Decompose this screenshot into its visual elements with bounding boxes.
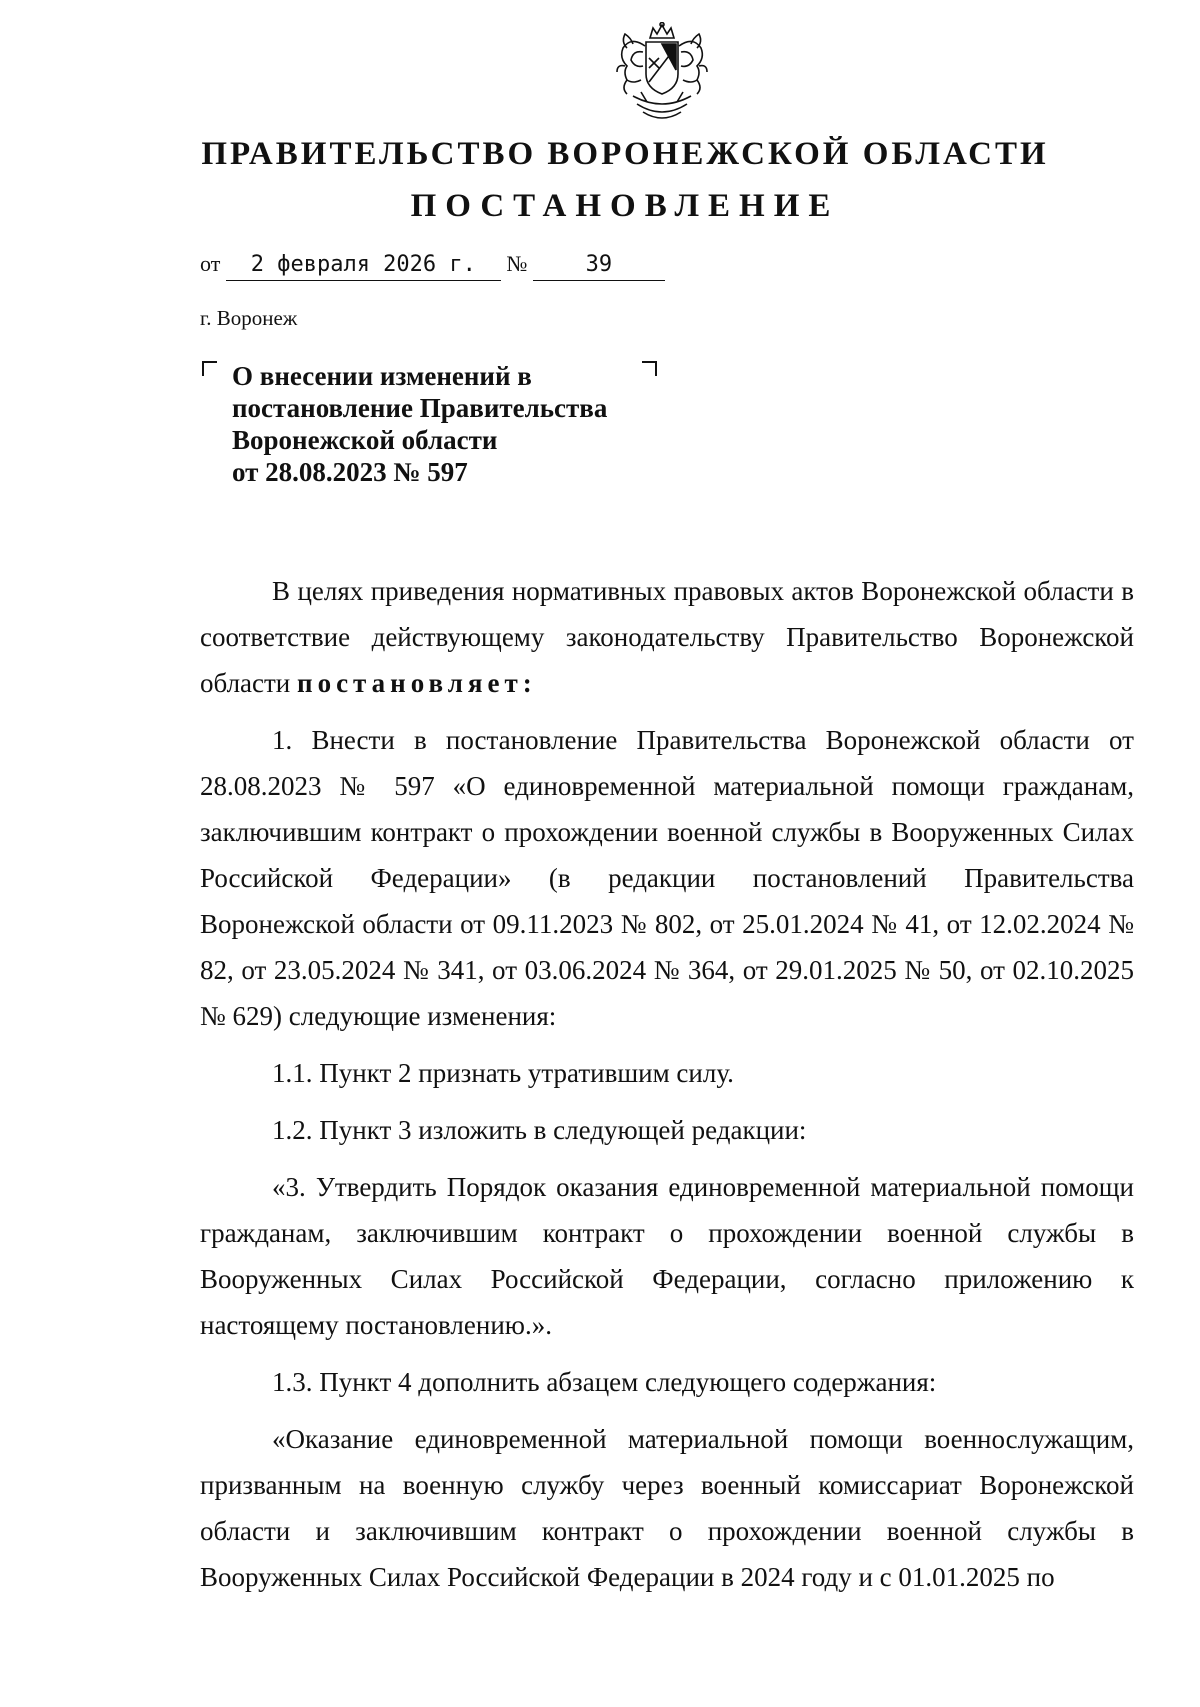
city-label: г. Воронеж [200,306,298,330]
document-body [200,568,1134,1600]
paragraph-1-2-quote: «3. Утвердить Порядок оказания единовременной материальной помощи гражданам, заключившим контракт о прохождении военной службы в Вооруженных Силах Российской Федерации, согласно приложению к настоящему постановлению.». [200,1172,1134,1340]
document-type-title: ПОСТАНОВЛЕНИЕ [410,188,840,224]
paragraph-1-1: 1.1. Пункт 2 признать утратившим силу. [272,1058,734,1088]
coat-of-arms-icon [613,22,711,126]
document-number: 39 [533,250,665,281]
subject-line: О внесении изменений в [232,361,532,391]
paragraph-1-3-quote: «Оказание единовременной материальной помощи военнослужащим, призванным на военную службу через военный комиссариат Воронежской области и заключившим контракт о прохождении военной службы в Вооруженных Силах Российской Федерации в 2024 году и с 01.01.2025 по [200,1424,1134,1592]
paragraph-1-3: 1.3. Пункт 4 дополнить абзацем следующего содержания: [272,1367,937,1397]
preamble-text: В целях приведения нормативных правовых актов Воронежской области в соответствие действующему законодательству Правительство Воронежской области [200,576,1134,698]
preamble-paragraph [200,568,1134,706]
corner-mark-left [202,361,217,376]
number-sign: № [506,251,528,276]
subject-line: постановление Правительства [232,393,608,423]
document-date: 2 февраля 2026 г. [226,250,501,281]
date-prefix: от [200,251,221,276]
date-number-line [200,250,665,281]
subject-line: Воронежской области [232,425,498,455]
organization-title: ПРАВИТЕЛЬСТВО ВОРОНЕЖСКОЙ ОБЛАСТИ [201,136,1049,172]
paragraph-1: 1. Внести в постановление Правительства Воронежской области от 28.08.2023 № 597 «О единовременной материальной помощи гражданам, заключившим контракт о прохождении военной службы в Вооруженных Силах Российской Федерации» (в редакции постановлений Правительства Воронежской области от 09.11.2023 № 802, от 25.01.2024 № 41, от 12.02.2024 № 82, от 23.05.2024 № 341, от 03.06.2024 № 364, от 29.01.2025 № 50, от 02.10.2025 № 629) следующие изменения: [200,725,1134,1031]
paragraph-1-2: 1.2. Пункт 3 изложить в следующей редакции: [272,1115,807,1145]
decree-word: постановляет: [297,668,537,698]
document-subject [232,360,672,488]
subject-line: от 28.08.2023 № 597 [232,457,468,487]
